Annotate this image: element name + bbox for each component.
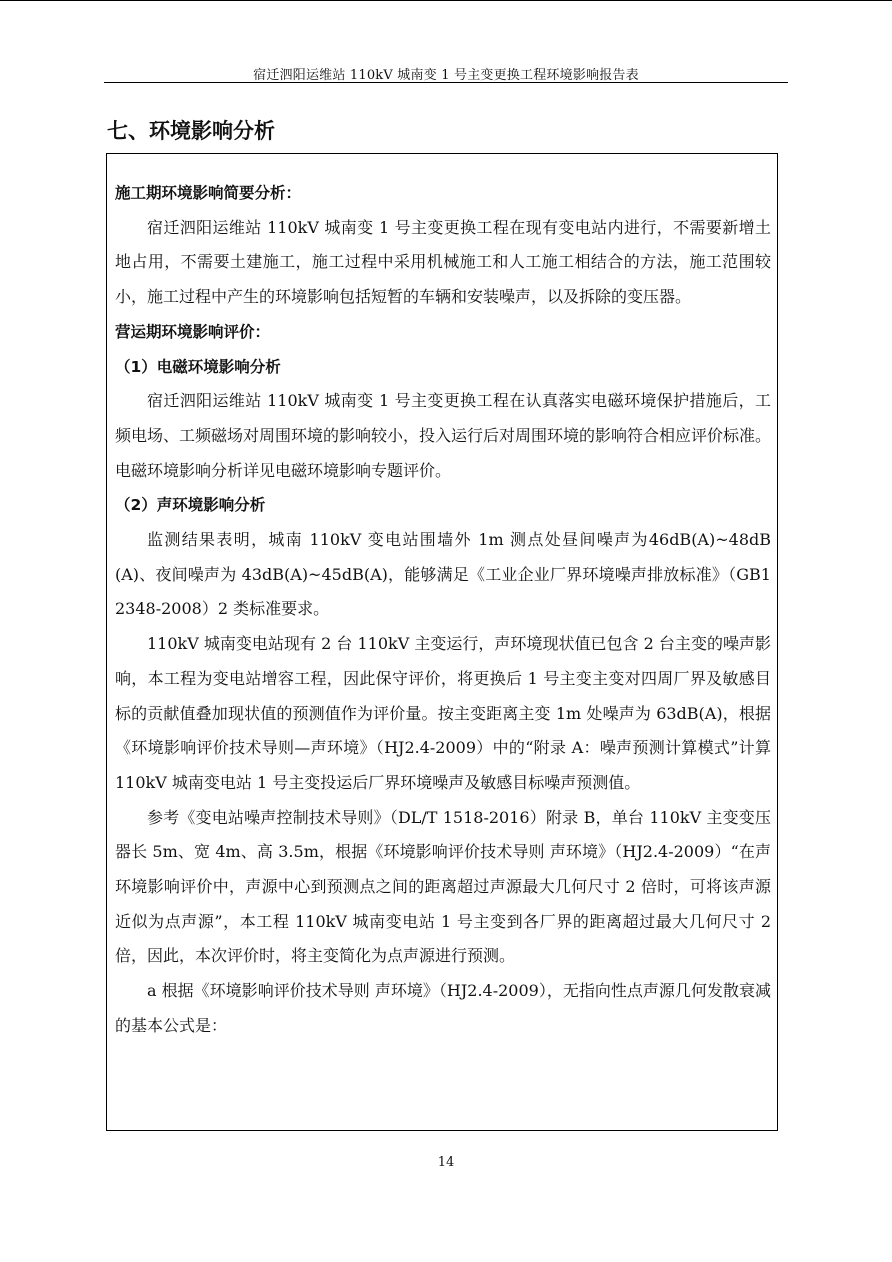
content-box (106, 153, 778, 1131)
construction-paragraph: 宿迁泗阳运维站 110kV 城南变 1 号主变更换工程在现有变电站内进行，不需要新增土地占用，不需要土建施工，施工过程中采用机械施工和人工施工相结合的方法，施工范围较小，施工过程中产生的环境影响包括短暂的车辆和安装噪声，以及拆除的变压器。 (115, 217, 771, 307)
em-paragraph: 宿迁泗阳运维站 110kV 城南变 1 号主变更换工程在认真落实电磁环境保护措施后，工频电场、工频磁场对周围环境的影响较小，投入运行后对周围环境的影响符合相应评价标准。电磁环境影响分析详见电磁环境影响专题评价。 (115, 391, 772, 480)
content-body (115, 176, 771, 1044)
operation-heading: 营运期环境影响评价： (115, 322, 271, 341)
header-rule (104, 82, 788, 83)
section-title: 七、环境影响分析 (107, 119, 275, 143)
construction-heading: 施工期环境影响简要分析： (115, 184, 302, 202)
running-header: 宿迁泗阳运维站 110kV 城南变 1 号主变更换工程环境影响报告表 (253, 68, 639, 83)
noise-paragraph-4: a 根据《环境影响评价技术导则 声环境》（HJ2.4-2009），无指向性点声源几何发散衰减的基本公式是： (115, 981, 771, 1035)
noise-heading: （2）声环境影响分析 (115, 496, 266, 515)
noise-paragraph-1: 监测结果表明，城南 110kV 变电站围墙外 1m 测点处昼间噪声为46dB(A)~48dB(A)、夜间噪声为 43dB(A)~45dB(A)，能够满足《工业企业厂界环境噪声排放标准》（GB12348-2008）2 类标准要求。 (115, 530, 771, 619)
noise-paragraph-2: 110kV 城南变电站现有 2 台 110kV 主变运行，声环境现状值已包含 2 台主变的噪声影响，本工程为变电站增容工程，因此保守评价，将更换后 1 号主变主变对四周厂界及敏感目标的贡献值叠加现状值的预测值作为评价量。按主变距离主变 1m 处噪声为 63dB(A)，根据《环境影响评价技术导则—声环境》（HJ2.4-2009）中的“附录 A：噪声预测计算模式”计算 110kV 城南变电站 1 号主变投运后厂界环境噪声及敏感目标噪声预测值。 (115, 634, 771, 792)
noise-paragraph-3: 参考《变电站噪声控制技术导则》（DL/T 1518-2016）附录 B，单台 110kV 主变变压器长 5m、宽 4m、高 3.5m，根据《环境影响评价技术导则 声环境》（HJ2.4-2009）“在声环境影响评价中，声源中心到预测点之间的距离超过声源最大几何尺寸 2 倍时，可将该声源近似为点声源”，本工程 110kV 城南变电站 1 号主变到各厂界的距离超过最大几何尺寸 2 倍，因此，本次评价时，将主变简化为点声源进行预测。 (115, 807, 771, 966)
page-number: 14 (437, 1155, 455, 1170)
em-heading: （1）电磁环境影响分析 (115, 357, 281, 376)
page-top-rule (0, 0, 892, 1)
